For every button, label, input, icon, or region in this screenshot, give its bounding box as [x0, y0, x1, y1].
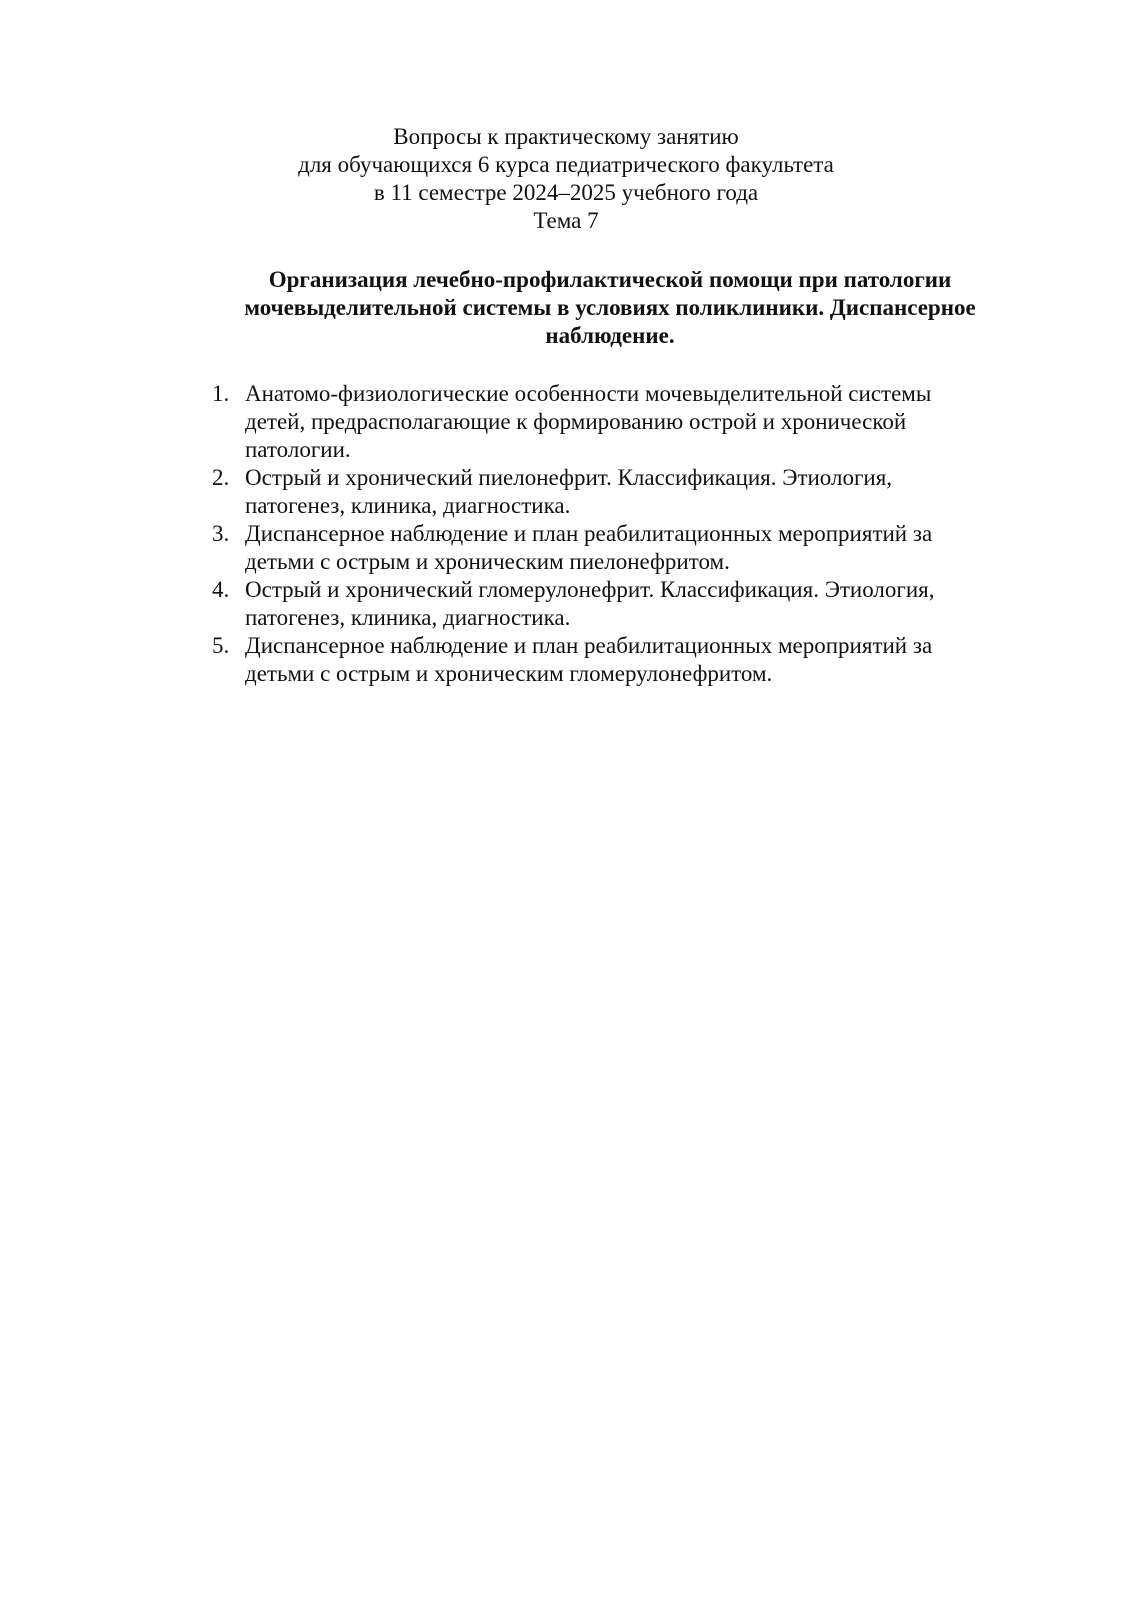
document-header [0, 123, 1132, 235]
question-item [212, 520, 1012, 576]
question-number: 2. [212, 465, 230, 490]
question-item [212, 380, 1012, 464]
document-title [190, 266, 1030, 350]
title-line: наблюдение. [545, 323, 675, 348]
question-text-line: патогенез, клиника, диагностика. [245, 605, 571, 630]
question-text-line: Диспансерное наблюдение и план реабилитационных мероприятий за [245, 521, 933, 546]
question-text-line: Диспансерное наблюдение и план реабилитационных мероприятий за [245, 633, 933, 658]
question-text-line: Острый и хронический пиелонефрит. Классификация. Этиология, [245, 465, 893, 490]
header-line: для обучающихся 6 курса педиатрического факультета [298, 152, 834, 177]
question-number: 4. [212, 577, 230, 602]
questions-list [212, 380, 1012, 688]
question-text-line: детьми с острым и хроническим гломерулонефритом. [245, 661, 773, 686]
question-item [212, 576, 1012, 632]
question-text-line: детьми с острым и хроническим пиелонефритом. [245, 549, 730, 574]
question-text-line: патологии. [245, 437, 351, 462]
question-number: 1. [212, 381, 230, 406]
question-item [212, 464, 1012, 520]
topic-number: Тема 7 [533, 208, 599, 233]
question-text-line: патогенез, клиника, диагностика. [245, 493, 571, 518]
header-line: Вопросы к практическому занятию [393, 124, 739, 149]
question-text-line: Острый и хронический гломерулонефрит. Классификация. Этиология, [245, 577, 935, 602]
header-line: в 11 семестре 2024–2025 учебного года [373, 180, 759, 205]
question-item [212, 632, 1012, 688]
title-line: мочевыделительной системы в условиях поликлиники. Диспансерное [244, 295, 976, 320]
question-text-line: Анатомо-физиологические особенности мочевыделительной системы [245, 381, 932, 406]
question-text-line: детей, предрасполагающие к формированию острой и хронической [245, 409, 907, 434]
title-line: Организация лечебно-профилактической помощи при патологии [268, 267, 952, 292]
question-number: 5. [212, 633, 230, 658]
question-number: 3. [212, 521, 230, 546]
